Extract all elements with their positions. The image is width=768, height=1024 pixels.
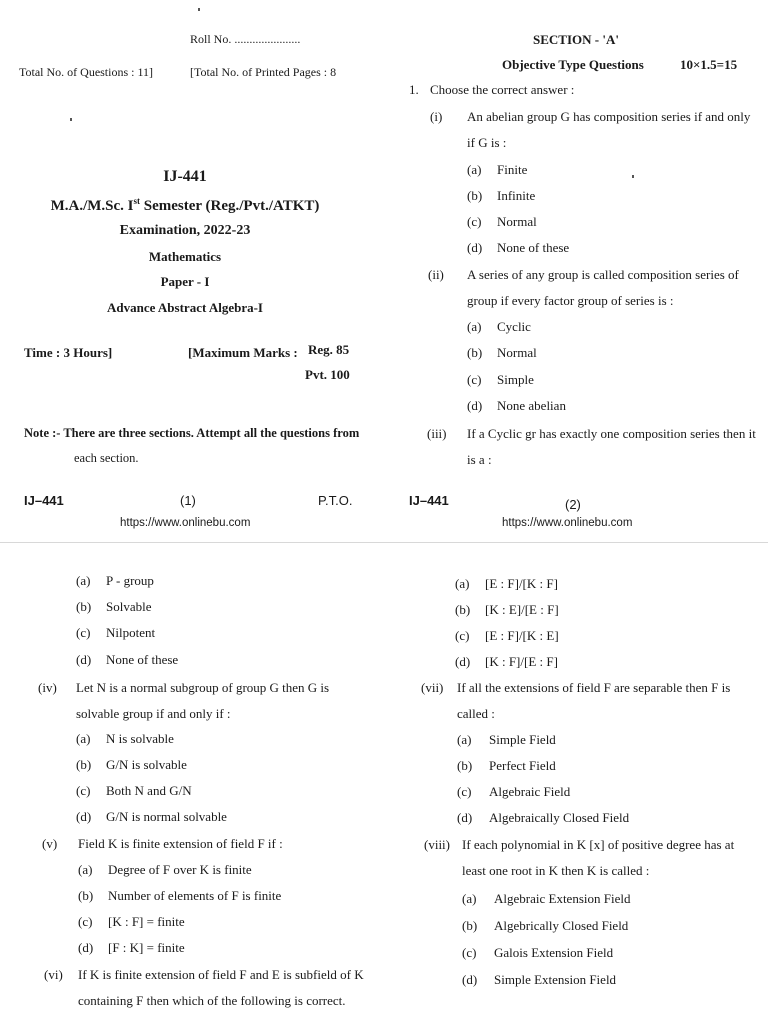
option: (c) Both N and G/N — [76, 783, 192, 798]
option: (c) Algebraic Field — [457, 784, 571, 799]
option: (c) Nilpotent — [76, 625, 156, 640]
option: (a) Algebraic Extension Field — [462, 891, 631, 906]
option: (d) None abelian — [467, 398, 566, 413]
question-v-line-1: Field K is finite extension of field F if : — [78, 836, 283, 851]
question-vi-line-1: If K is finite extension of field F and E is subfield of K — [78, 967, 364, 982]
paper-title: Advance Abstract Algebra-I — [107, 300, 263, 315]
scan-speck — [70, 118, 72, 121]
paper-code: IJ-441 — [163, 168, 207, 185]
option: (d) Algebraically Closed Field — [457, 810, 630, 825]
option: (c) [E : F]/[K : E] — [455, 628, 559, 643]
option: (c) Galois Extension Field — [462, 945, 614, 960]
footer-paper-code: IJ–441 — [409, 493, 449, 508]
question-i-line-2: if G is : — [467, 135, 507, 150]
option: (c) [K : F] = finite — [78, 914, 185, 929]
question-vii-number: (vii) — [421, 680, 444, 695]
option: (a) Simple Field — [457, 732, 556, 747]
question-iii-number: (iii) — [427, 426, 447, 441]
question-iii-line-2: is a : — [467, 452, 492, 467]
question-viii-line-2: least one root in K then K is called : — [462, 863, 650, 878]
section-heading: SECTION - 'A' — [533, 32, 619, 47]
option: (b) Normal — [467, 345, 537, 360]
roll-number-field: Roll No. ...................... — [190, 32, 301, 46]
course-title: M.A./M.Sc. Ist Semester (Reg./Pvt./ATKT) — [50, 196, 320, 214]
question-vi-number: (vi) — [44, 967, 63, 982]
question-v-number: (v) — [42, 836, 58, 851]
question-i-line-1: An abelian group G has composition series if and only — [467, 109, 751, 124]
option: (d) [K : F]/[E : F] — [455, 654, 558, 669]
note-line-2: each section. — [74, 451, 139, 465]
option: (b) G/N is solvable — [76, 757, 187, 772]
question-1-number: 1. — [409, 82, 419, 97]
total-questions: Total No. of Questions : 11] — [19, 65, 154, 79]
question-viii-line-1: If each polynomial in K [x] of positive degree has at — [462, 837, 735, 852]
footer-page-number: (1) — [180, 493, 196, 508]
subject: Mathematics — [148, 249, 222, 264]
question-1-text: Choose the correct answer : — [430, 82, 575, 97]
footer-pto: P.T.O. — [318, 493, 353, 508]
question-ii-number: (ii) — [428, 267, 444, 282]
option: (d) [F : K] = finite — [78, 940, 185, 955]
option: (a) [E : F]/[K : F] — [455, 576, 558, 591]
objective-heading: Objective Type Questions — [502, 57, 644, 72]
scan-speck — [632, 175, 634, 178]
option: (d) None of these — [76, 652, 179, 667]
footer-url: https://www.onlinebu.com — [502, 517, 633, 529]
option: (b) Perfect Field — [457, 758, 556, 773]
page-divider — [0, 542, 768, 543]
footer-url: https://www.onlinebu.com — [120, 517, 251, 529]
option: (c) Normal — [467, 214, 537, 229]
option: (a) N is solvable — [76, 731, 174, 746]
paper-number: Paper - I — [160, 274, 210, 289]
question-viii-number: (viii) — [424, 837, 450, 852]
question-iv-line-2: solvable group if and only if : — [76, 706, 231, 721]
option: (a) Cyclic — [467, 319, 531, 334]
option: (b) Solvable — [76, 599, 152, 614]
option: (b) Algebrically Closed Field — [462, 918, 629, 933]
option: (c) Simple — [467, 372, 534, 387]
question-ii-line-2: group if every factor group of series is : — [467, 293, 674, 308]
question-vii-line-1: If all the extensions of field F are separable then F is — [457, 680, 731, 695]
option: (d) G/N is normal solvable — [76, 809, 227, 824]
private-marks: Pvt. 100 — [305, 367, 350, 382]
option: (b) [K : E]/[E : F] — [455, 602, 559, 617]
maximum-marks-label: [Maximum Marks : — [188, 345, 298, 360]
question-iv-number: (iv) — [38, 680, 57, 695]
section-marks: 10×1.5=15 — [680, 57, 738, 72]
option: (a) Degree of F over K is finite — [78, 862, 252, 877]
option: (d) Simple Extension Field — [462, 972, 617, 987]
time-allowed: Time : 3 Hours] — [24, 345, 113, 360]
scan-speck — [198, 8, 200, 11]
note-line-1: Note :- There are three sections. Attempt all the questions from — [24, 426, 360, 440]
question-ii-line-1: A series of any group is called composition series of — [467, 267, 739, 282]
option: (a) P - group — [76, 573, 154, 588]
option: (b) Infinite — [467, 188, 536, 203]
footer-page-number: (2) — [565, 497, 581, 512]
footer-paper-code: IJ–441 — [24, 493, 64, 508]
option: (a) Finite — [467, 162, 528, 177]
question-vii-line-2: called : — [457, 706, 495, 721]
examination-year: Examination, 2022-23 — [119, 223, 251, 238]
question-i-number: (i) — [430, 109, 443, 124]
question-vi-line-2: containing F then which of the following is correct. — [78, 993, 346, 1008]
option: (b) Number of elements of F is finite — [78, 888, 282, 903]
option: (d) None of these — [467, 240, 570, 255]
question-iii-line-1: If a Cyclic gr has exactly one composition series then it — [467, 426, 756, 441]
total-printed-pages: [Total No. of Printed Pages : 8 — [190, 65, 337, 79]
question-iv-line-1: Let N is a normal subgroup of group G then G is — [76, 680, 330, 695]
regular-marks: Reg. 85 — [308, 342, 350, 357]
